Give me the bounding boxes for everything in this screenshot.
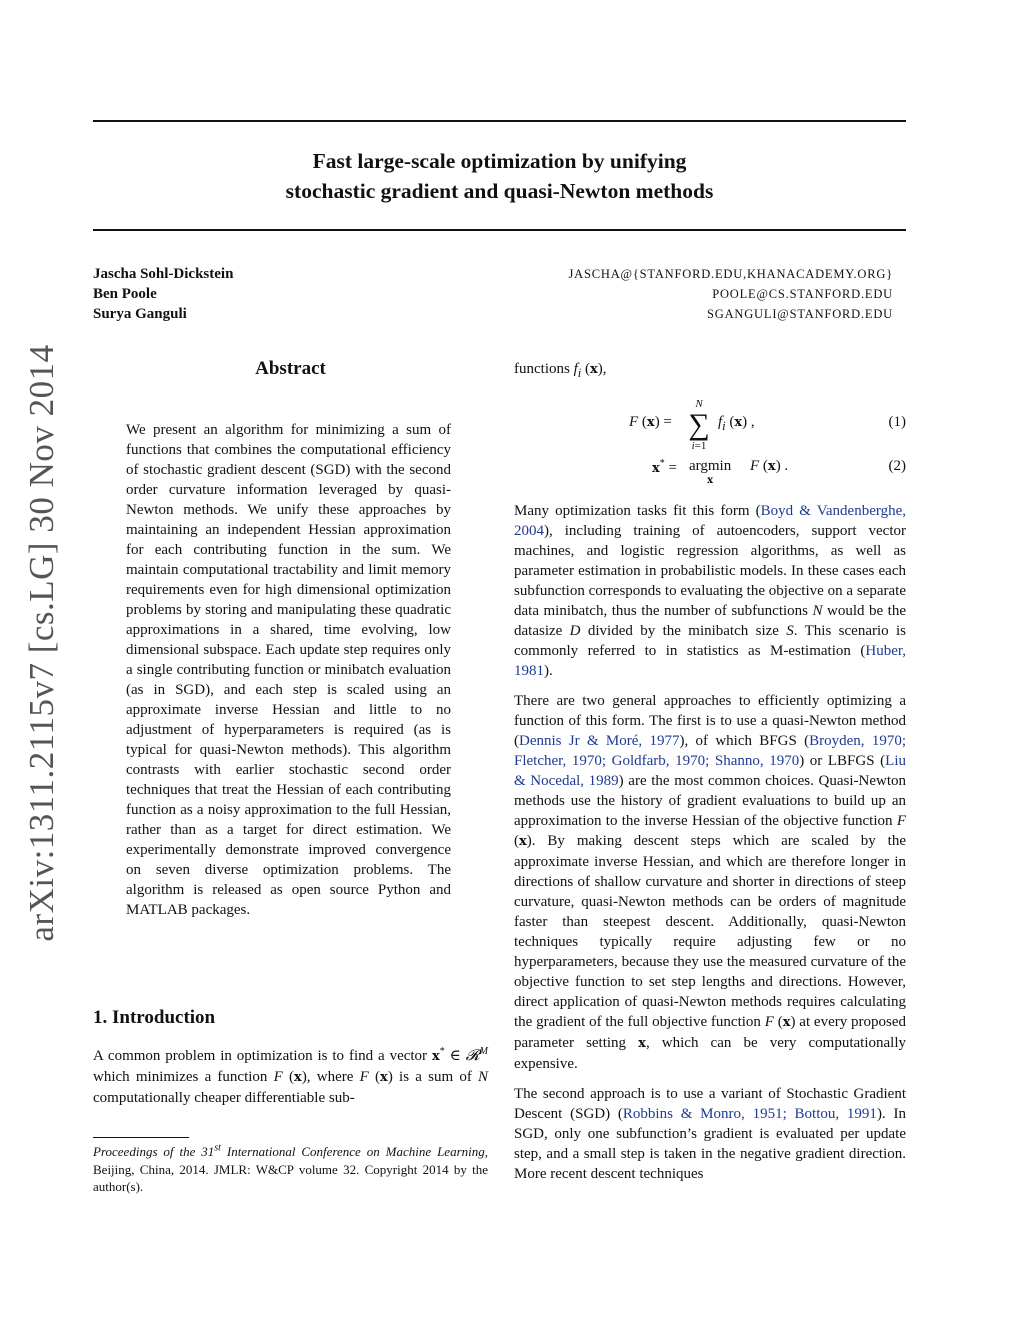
citation-link[interactable]: Robbins & Monro, 1951; Bottou, 1991	[622, 1106, 877, 1122]
arxiv-identifier: arXiv:1311.2115v7 [cs.LG] 30 Nov 2014	[22, 344, 61, 942]
paper-title	[93, 146, 906, 206]
citation-link[interactable]: Liu & Nocedal, 1989	[514, 753, 906, 789]
introduction-paragraph: A common problem in optimization is to find a vector x* ∈ 𝓡$^M$ which minimizes a function F (x), where F (x) is a sum of N computationally cheaper differentiable sub-	[93, 1046, 489, 1106]
citation-link[interactable]: Huber, 1981	[514, 643, 906, 679]
title-line-2: stochastic gradient and quasi-Newton methods	[285, 179, 714, 203]
author-emails	[569, 264, 893, 324]
paragraph: The second approach is to use a variant of Stochastic Gradient Descent (SGD) (Robbins & Monro, 1951; Bottou, 1991). In SGD, only one subfunction’s gradient is evaluated per update step, and a small step is taken in the negative gradient direction. More recent descent techniques	[514, 1086, 906, 1182]
section-heading-introduction: 1. Introduction	[93, 1007, 216, 1028]
abstract-body: We present an algorithm for minimizing a sum of functions that combines the computational efficiency of stochastic gradient descent (SGD) with the second order curvature information leveraged by quasi-Newton methods. We unify these approaches by maintaining an independent Hessian approximation for each contributing function in the sum. We maintain computational tractability and limit memory requirements even for high dimensional optimization problems by storing and manipulating these quadratic approximations in a shared, time evolving, low dimensional subspace. Each update step requires only a single contributing function or minibatch evaluation (as in SGD), and each step is scaled using an approximate inverse Hessian and little to no adjustment of hyperparameters is required (as is typical for quasi-Newton methods). This algorithm contrasts with earlier stochastic second order techniques that treat the Hessian of each contributing function as a noisy approximation to the full Hessian, rather than as a target for direct estimation. We experimentally demonstrate improved convergence on seven diverse optimization problems. The algorithm is released as open source Python and MATLAB packages.	[126, 422, 451, 918]
footnote: Proceedings of the 31st International Conference on Machine Learning, Beijing, China, 2014. JMLR: W&CP volume 32. Copyright 2014 by the author(s).	[93, 1143, 488, 1195]
author-name: Ben Poole	[93, 286, 157, 302]
title-bottom-rule	[93, 229, 906, 231]
title-top-rule	[93, 120, 906, 122]
author-email: JASCHA@{STANFORD.EDU,KHANACADEMY.ORG}	[568, 267, 893, 281]
citation-link[interactable]: Dennis Jr & Moré, 1977	[519, 733, 680, 749]
equation-2: x* = argmin x F (x) . (2)	[652, 458, 906, 486]
equation-number: (1)	[888, 414, 906, 430]
abstract-heading: Abstract	[255, 358, 326, 379]
equation-1: F (x) = N ∑ i=1 $f_i$ (x) , (1)	[629, 398, 906, 452]
right-column-text	[514, 501, 906, 1184]
footnote-rule	[93, 1137, 189, 1138]
author-email: POOLE@CS.STANFORD.EDU	[712, 287, 893, 301]
author-name: Surya Ganguli	[93, 306, 187, 322]
equation-number: (2)	[888, 458, 906, 474]
author-name: Jascha Sohl-Dickstein	[93, 266, 234, 282]
author-email: SGANGULI@STANFORD.EDU	[707, 307, 893, 321]
author-names	[93, 264, 233, 324]
paragraph: Many optimization tasks fit this form (Boyd & Vandenberghe, 2004), including training of autoencoders, support vector machines, and logistic regression algorithms, as well as parameter estimation in probabilistic models. In these cases each subfunction corresponds to evaluating the objective on a separate data minibatch, thus the number of subfunctions N would be the datasize D divided by the minibatch size S. This scenario is commonly referred to in statistics as M-estimation (Huber, 1981).	[514, 503, 907, 679]
citation-link[interactable]: Boyd & Vandenberghe, 2004	[514, 503, 906, 539]
functions-line: functions $f_i$ (x),	[514, 361, 607, 380]
title-line-1: Fast large-scale optimization by unifying	[312, 149, 687, 173]
paragraph: There are two general approaches to efficiently optimizing a function of this form. The first is to use a quasi-Newton method (Dennis Jr & Moré, 1977), of which BFGS (Broyden, 1970; Fletcher, 1970; Goldfarb, 1970; Shanno, 1970) or LBFGS (Liu & Nocedal, 1989) are the most common choices. Quasi-Newton methods use the history of gradient evaluations to build up an approximation to the inverse Hessian of the objective function F (x). By making descent steps which are scaled by the approximate inverse Hessian, and which are therefore longer in directions of shallow curvature and shorter in directions of steep curvature, quasi-Newton methods can be orders of magnitude faster than steepest descent. Additionally, quasi-Newton techniques typically require adjusting few or no hyperparameters, because they use the measured curvature of the objective function to set step lengths and directions. However, direct application of quasi-Newton methods requires calculating the gradient of the full objective function F (x) at every proposed parameter setting x, which can be very computationally expensive.	[514, 693, 907, 1072]
citation-link[interactable]: Broyden, 1970; Fletcher, 1970; Goldfarb, 1970; Shanno, 1970	[514, 733, 906, 769]
